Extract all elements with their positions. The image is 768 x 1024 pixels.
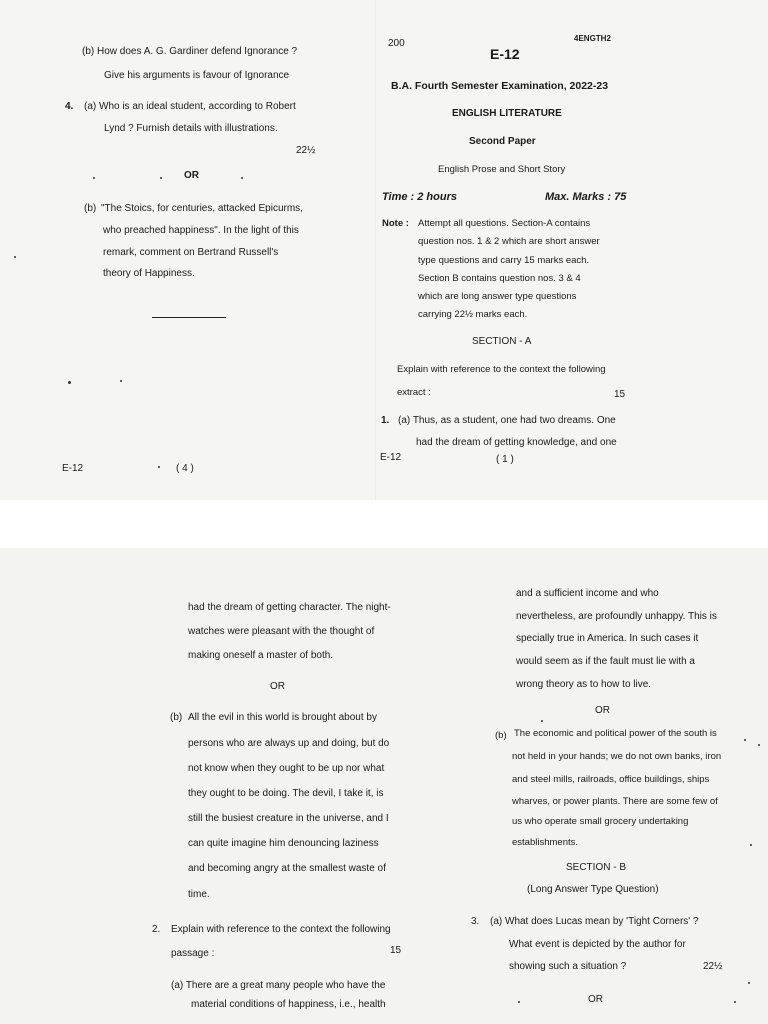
q1a-line-1: (a) Thus, as a student, one had two dreams. One (398, 415, 616, 426)
q1b-line-6: can quite imagine him denouncing laziness (188, 838, 379, 849)
scan-speck (750, 844, 752, 846)
q2b-line-3: and steel mills, railroads, office buildings, ships (512, 774, 710, 785)
scan-speck (120, 380, 122, 382)
scan-speck (160, 177, 162, 179)
section-b-heading: SECTION - B (566, 862, 627, 873)
q4-number: 4. (65, 101, 74, 112)
q2a-cont-line-3: specially true in America. In such cases it (516, 633, 699, 644)
or-separator: OR (184, 170, 199, 181)
q3a-line-1: (a) What does Lucas mean by 'Tight Corners' ? (490, 916, 699, 927)
note-line-1: Attempt all questions. Section-A contains (418, 218, 591, 229)
paper: Second Paper (469, 136, 536, 147)
note-line-2: question nos. 1 & 2 which are short answer (418, 236, 600, 247)
q1a-cont-line-1: had the dream of getting character. The night- (188, 602, 391, 613)
q4a-line-1: (a) Who is an ideal student, according to Robert (84, 101, 296, 112)
exam-page-top (0, 0, 768, 500)
q4a-line-2: Lynd ? Furnish details with illustrations. (104, 123, 278, 134)
q1b-line-8: time. (188, 889, 210, 900)
subject: ENGLISH LITERATURE (452, 108, 562, 119)
end-rule (152, 317, 226, 318)
scan-speck (158, 466, 160, 468)
scan-speck (744, 739, 746, 741)
note-line-4: Section B contains question nos. 3 & 4 (418, 273, 581, 284)
scan-speck (93, 177, 95, 179)
section-b-subheading: (Long Answer Type Question) (527, 884, 659, 895)
q2b-line-5: us who operate small grocery undertaking (512, 816, 689, 827)
q1b-line-1: All the evil in this world is brought about by (188, 712, 377, 723)
q4b-line-3: remark, comment on Bertrand Russell's (103, 247, 279, 258)
note-line-5: which are long answer type questions (418, 291, 577, 302)
q1b-line-2: persons who are always up and doing, but do (188, 738, 390, 749)
scan-speck (758, 744, 760, 746)
page-fold-line (375, 0, 376, 500)
q4b-line-4: theory of Happiness. (103, 268, 195, 279)
page-gap (0, 500, 768, 548)
exam-title: B.A. Fourth Semester Examination, 2022-23 (391, 80, 609, 92)
q4b-label: (b) (84, 203, 97, 214)
or-separator: OR (270, 681, 285, 692)
q1b-label: (b) (170, 712, 183, 723)
paper-number: 200 (388, 38, 405, 49)
q1b-line-4: they ought to be doing. The devil, I take it, is (188, 788, 384, 799)
q3a-marks: 22½ (703, 961, 723, 972)
corner-code: 4ENGTH2 (574, 34, 611, 43)
footer-page-right: ( 1 ) (496, 454, 514, 465)
time: Time : 2 hours (382, 191, 457, 203)
q4a-marks: 22½ (296, 145, 316, 156)
note-line-3: type questions and carry 15 marks each. (418, 255, 590, 266)
scan-speck (518, 1001, 520, 1003)
q2a-line-2: material conditions of happiness, i.e., health (191, 999, 386, 1010)
scan-speck (541, 720, 543, 722)
q2a-cont-line-4: would seem as if the fault must lie with a (516, 656, 695, 667)
q3a-line-2: What event is depicted by the author for (509, 939, 686, 950)
q2-line-2: passage : (171, 948, 215, 959)
scan-speck (68, 381, 71, 384)
q2-marks: 15 (390, 945, 402, 956)
q4b-line-2: who preached happiness". In the light of this (103, 225, 299, 236)
q2a-cont-line-1: and a sufficient income and who (516, 588, 659, 599)
q1-number: 1. (381, 415, 390, 426)
q2a-cont-line-5: wrong theory as to how to live. (516, 679, 652, 690)
q2a-cont-line-2: nevertheless, are profoundly unhappy. This is (516, 611, 717, 622)
q3b-line-2: Give his arguments is favour of Ignorance (104, 70, 290, 81)
paper-title: English Prose and Short Story (438, 164, 566, 175)
section-a-heading: SECTION - A (472, 336, 532, 347)
scan-speck (734, 1001, 736, 1003)
q1b-line-5: still the busiest creature in the universe, and I (188, 813, 389, 824)
q3b-line-1: (b) How does A. G. Gardiner defend Ignorance ? (82, 46, 298, 57)
scan-speck (14, 256, 16, 258)
q1a-line-2: had the dream of getting knowledge, and one (416, 437, 617, 448)
instruction-line-2: extract : (397, 387, 431, 398)
q2b-line-6: establishments. (512, 837, 579, 848)
q1a-cont-line-2: watches were pleasant with the thought of (188, 626, 375, 637)
q1a-cont-line-3: making oneself a master of both. (188, 650, 334, 661)
instruction-line-1: Explain with reference to the context the following (397, 364, 606, 375)
q2b-label: (b) (495, 730, 507, 741)
paper-code: E-12 (490, 46, 520, 62)
instruction-marks: 15 (614, 389, 626, 400)
exam-page-bottom (0, 548, 768, 1024)
footer-page-left: ( 4 ) (176, 463, 194, 474)
q3a-line-3: showing such a situation ? (509, 961, 627, 972)
q2b-line-1: The economic and political power of the south is (514, 728, 717, 739)
note-line-6: carrying 22½ marks each. (418, 309, 528, 320)
q2b-line-2: not held in your hands; we do not own banks, iron (512, 751, 722, 762)
scan-speck (748, 982, 750, 984)
q2-line-1: Explain with reference to the context the following (171, 924, 391, 935)
or-separator-right: OR (595, 705, 610, 716)
or-separator-right-2: OR (588, 994, 603, 1005)
q2a-line-1: (a) There are a great many people who have the (171, 980, 386, 991)
q2b-line-4: wharves, or power plants. There are some few of (512, 796, 718, 807)
q2-number: 2. (152, 924, 161, 935)
q1b-line-3: not know when they ought to be up nor what (188, 763, 385, 774)
max-marks: Max. Marks : 75 (545, 191, 627, 203)
footer-code-left: E-12 (62, 463, 84, 474)
q1b-line-7: and becoming angry at the smallest waste of (188, 863, 386, 874)
q4b-line-1: "The Stoics, for centuries, attacked Epicurms, (101, 203, 303, 214)
q3-number: 3. (471, 916, 480, 927)
note-label: Note : (382, 218, 409, 229)
scan-speck (241, 177, 243, 179)
footer-code-right: E-12 (380, 452, 402, 463)
